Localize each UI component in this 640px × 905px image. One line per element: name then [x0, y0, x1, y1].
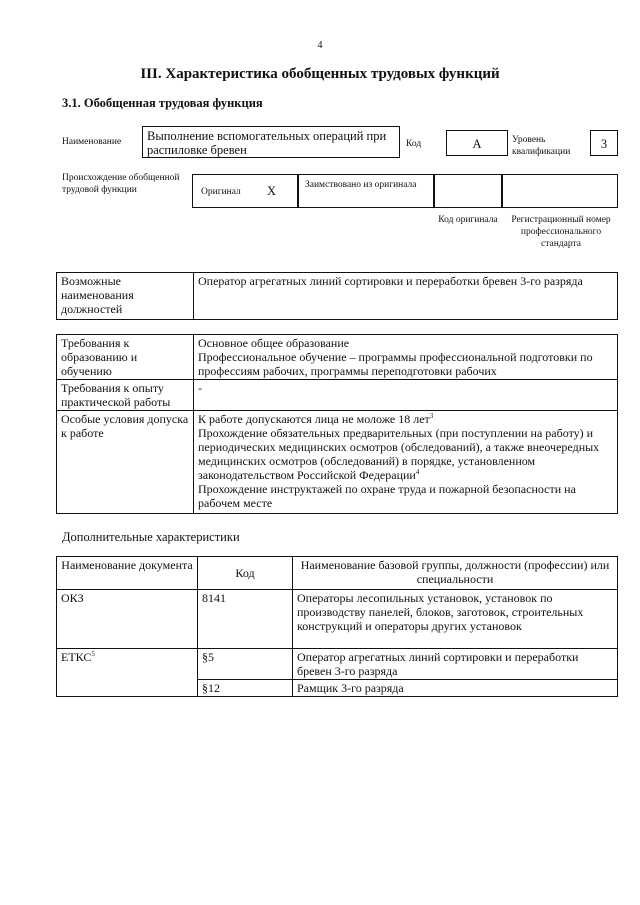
original-cell [192, 174, 298, 208]
footnote-4: 4 [415, 468, 420, 476]
code-value: А [472, 137, 482, 151]
name-label: Наименование [62, 137, 122, 147]
col-header-document: Наименование документа [57, 557, 198, 590]
origin-code-cell [434, 174, 502, 208]
positions-value: Оператор агрегатных линий сортировки и переработки бревен 3-го разряда [194, 273, 618, 320]
row-code: 8141 [198, 590, 293, 649]
borrowed-cell [298, 174, 434, 208]
section-title: III. Характеристика обобщенных трудовых функций [140, 66, 500, 82]
col-header-code: Код [198, 557, 293, 590]
col-header-name: Наименование базовой группы, должности (профессии) или специальности [293, 557, 618, 590]
row-code: §5 [198, 649, 293, 680]
positions-table [56, 272, 618, 320]
education-value [194, 335, 618, 380]
special-line-3: Прохождение инструктажей по охране труда и пожарной безопасности на рабочем месте [198, 482, 576, 510]
special-line-1 [198, 412, 613, 426]
additional-title: Дополнительные характеристики [62, 530, 240, 544]
table-row [57, 649, 618, 680]
row-doc [57, 649, 198, 697]
experience-value: - [194, 380, 618, 411]
level-value-box [590, 130, 618, 156]
footnote-5: 5 [91, 650, 95, 658]
experience-label: Требования к опыту практической работы [57, 380, 194, 411]
reg-number-cell [502, 174, 618, 208]
page-number: 4 [317, 40, 323, 51]
origin-label: Происхождение обобщенной трудовой функции [62, 173, 180, 195]
level-value: 3 [600, 137, 608, 151]
origin-code-caption: Код оригинала [438, 215, 498, 225]
row-code: §12 [198, 680, 293, 697]
additional-table [56, 556, 618, 697]
table-row [57, 590, 618, 649]
positions-label: Возможные наименования должностей [57, 273, 194, 320]
requirements-table [56, 334, 618, 514]
original-label: Оригинал [201, 187, 241, 197]
row-doc: ОКЗ [57, 590, 198, 649]
subsection-title: 3.1. Обобщенная трудовая функция [62, 96, 263, 110]
reg-number-caption: Регистрационный номер профессионального стандарта [511, 215, 611, 249]
special-conditions-value [194, 411, 618, 514]
special-conditions-label: Особые условия допуска к работе [57, 411, 194, 514]
original-mark: X [267, 184, 277, 198]
level-label: Уровень квалификации [512, 135, 571, 157]
special-line-2-text: Прохождение обязательных предварительных (при поступлении на работу) и периодических медицинских осмотров (обследований), а также внеочередных медицинских осмотров (обследований) в порядке, установленном законодательством Российской Федерации [198, 426, 600, 482]
row-name: Оператор агрегатных линий сортировки и переработки бревен 3-го разряда [293, 649, 618, 680]
function-name-box [142, 126, 400, 158]
borrowed-label: Заимствовано из оригинала [305, 180, 417, 190]
function-name-value: Выполнение вспомогательных операций при распиловке бревен [147, 129, 387, 157]
code-value-box [446, 130, 508, 156]
education-line-1: Основное общее образование [198, 336, 350, 350]
education-line-2: Профессиональное обучение – программы профессиональной подготовки по профессиям рабочих, программы переподготовки рабочих [198, 350, 593, 378]
row-doc-text: ЕТКС [61, 650, 92, 664]
footnote-3: 3 [429, 412, 434, 420]
special-line-2 [198, 426, 613, 482]
education-label: Требования к образованию и обучению [57, 335, 194, 380]
code-label: Код [406, 139, 422, 149]
special-line-1-text: К работе допускаются лица не моложе 18 лет [198, 412, 430, 426]
row-name: Рамщик 3-го разряда [293, 680, 618, 697]
row-name: Операторы лесопильных установок, установок по производству панелей, блоков, заготовок, строительных конструкций и операторы других установок [293, 590, 618, 649]
